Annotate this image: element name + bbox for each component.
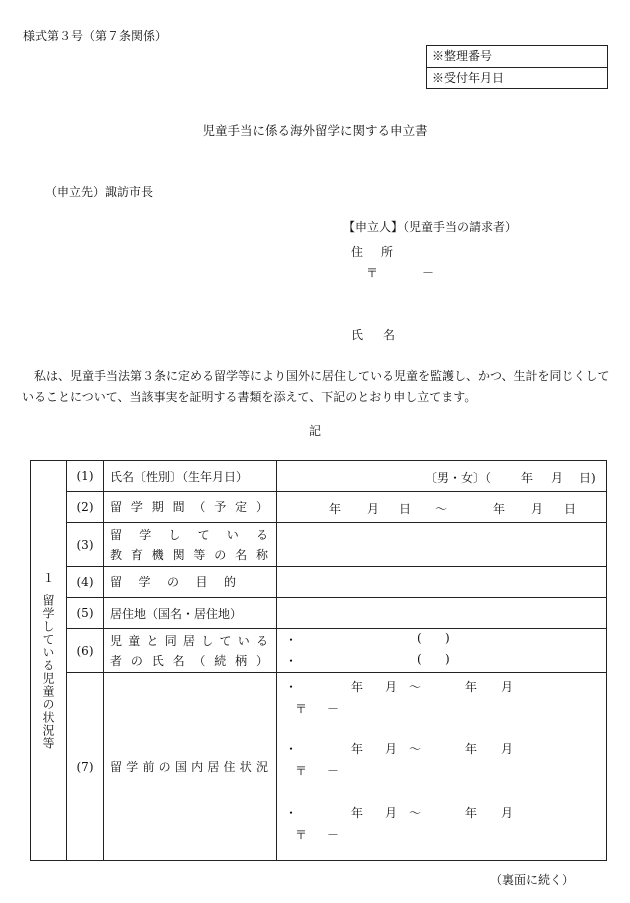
study-purpose-field[interactable]: [277, 567, 607, 598]
receipt-date-field[interactable]: ※受付年月日: [427, 67, 607, 88]
table-row: [31, 629, 607, 673]
row-label: 居住地（国名・居住地）: [104, 598, 277, 629]
ki-heading: 記: [308, 424, 321, 438]
bullet: ・: [285, 633, 298, 647]
name-label-char: 名: [383, 328, 396, 342]
row-number: (5): [67, 598, 104, 629]
month-label: 月: [501, 680, 514, 694]
row-number: (6): [67, 629, 104, 673]
month-label: 月: [551, 471, 564, 485]
year-label: 年: [351, 680, 364, 694]
prior-domestic-residence-field[interactable]: [277, 673, 607, 861]
month-label: 月: [501, 806, 514, 820]
declaration-text: 私は、児童手当法第３条に定める留学等により国外に居住している児童を監護し、かつ、生計を同じくしていることについて、当該事実を証明する書類を添えて、下記のとおり申し立てます。: [22, 369, 610, 404]
table-row: [31, 461, 607, 492]
paren-open: (: [417, 631, 422, 645]
name-label: [351, 326, 395, 343]
study-period-field[interactable]: [277, 492, 607, 523]
year-label: 年: [465, 806, 478, 820]
tilde: ～: [409, 742, 422, 756]
postal-mark: 〒: [295, 764, 308, 778]
postal-mark: 〒: [295, 702, 308, 716]
destination: （申立先）諏訪市長: [45, 185, 154, 199]
bullet: ・: [285, 742, 298, 756]
form-number: 様式第３号（第７条関係）: [23, 29, 168, 43]
postal-dash: －: [327, 828, 340, 842]
year-label: 年: [465, 742, 478, 756]
applicant-heading: 【申立人】（児童手当の請求者）: [343, 220, 518, 234]
row-number: (1): [67, 461, 104, 492]
office-use-box: [426, 45, 608, 89]
tilde: ～: [409, 680, 422, 694]
section-number: １: [42, 570, 55, 585]
bullet: ・: [285, 654, 298, 668]
year-label: 年: [465, 680, 478, 694]
row-number: (4): [67, 567, 104, 598]
year-label: 年: [351, 742, 364, 756]
postal-dash: －: [422, 266, 435, 280]
document-title: 児童手当に係る海外留学に関する申立書: [202, 123, 428, 138]
bullet: ・: [285, 806, 298, 820]
paren-close: ): [445, 631, 450, 645]
day-label: 日: [399, 502, 412, 516]
cohabitant-name-field[interactable]: [277, 629, 607, 673]
row-label: 児童と同居している 者の氏名（続柄）: [104, 629, 277, 673]
postal-code-field[interactable]: [366, 264, 434, 281]
table-row: [31, 673, 607, 861]
name-label-char: 氏: [351, 328, 364, 342]
row-number: (7): [67, 673, 104, 861]
row-label: 留学期間（予定）: [104, 492, 277, 523]
row-label: 留学している 教育機関等の名称: [104, 523, 277, 567]
row-label: 留学の目的: [104, 567, 277, 598]
month-label: 月: [501, 742, 514, 756]
month-label: 月: [531, 502, 544, 516]
address-label-char: 住: [351, 245, 364, 259]
month-label: 月: [385, 742, 398, 756]
postal-dash: －: [327, 764, 340, 778]
table-row: [31, 492, 607, 523]
year-label: 年: [493, 502, 506, 516]
tilde: ～: [435, 502, 448, 516]
month-label: 月: [385, 806, 398, 820]
tilde: ～: [409, 806, 422, 820]
institution-name-field[interactable]: [277, 523, 607, 567]
address-label: [351, 243, 393, 260]
year-label: 年: [351, 806, 364, 820]
residence-field[interactable]: [277, 598, 607, 629]
name-gender-birthdate-field[interactable]: [277, 461, 607, 492]
month-label: 月: [367, 502, 380, 516]
day-label: 日: [564, 502, 577, 516]
year-label: 年: [521, 471, 534, 485]
section-label: 留学している児童の状況等: [41, 593, 55, 750]
paren-close: ): [445, 652, 450, 666]
section-cell: [31, 461, 67, 861]
continued-note: （裏面に続く）: [490, 873, 575, 887]
reference-number-field[interactable]: ※整理番号: [432, 49, 493, 63]
postal-dash: －: [327, 702, 340, 716]
table-row: [31, 567, 607, 598]
address-label-char: 所: [381, 245, 394, 259]
row-number: (3): [67, 523, 104, 567]
table-row: [31, 523, 607, 567]
bullet: ・: [285, 680, 298, 694]
month-label: 月: [385, 680, 398, 694]
table-row: [31, 598, 607, 629]
day-label: 日): [579, 471, 596, 485]
row-number: (2): [67, 492, 104, 523]
row-label: 留学前の国内居住状況: [104, 673, 277, 861]
child-status-table: [30, 460, 607, 861]
paren-open: (: [417, 652, 422, 666]
year-label: 年: [329, 502, 342, 516]
postal-mark: 〒: [295, 828, 308, 842]
postal-mark: 〒: [366, 266, 379, 280]
row-label: 氏名〔性別〕（生年月日）: [104, 461, 277, 492]
gender-choice[interactable]: 〔男・女〕（: [425, 471, 492, 485]
